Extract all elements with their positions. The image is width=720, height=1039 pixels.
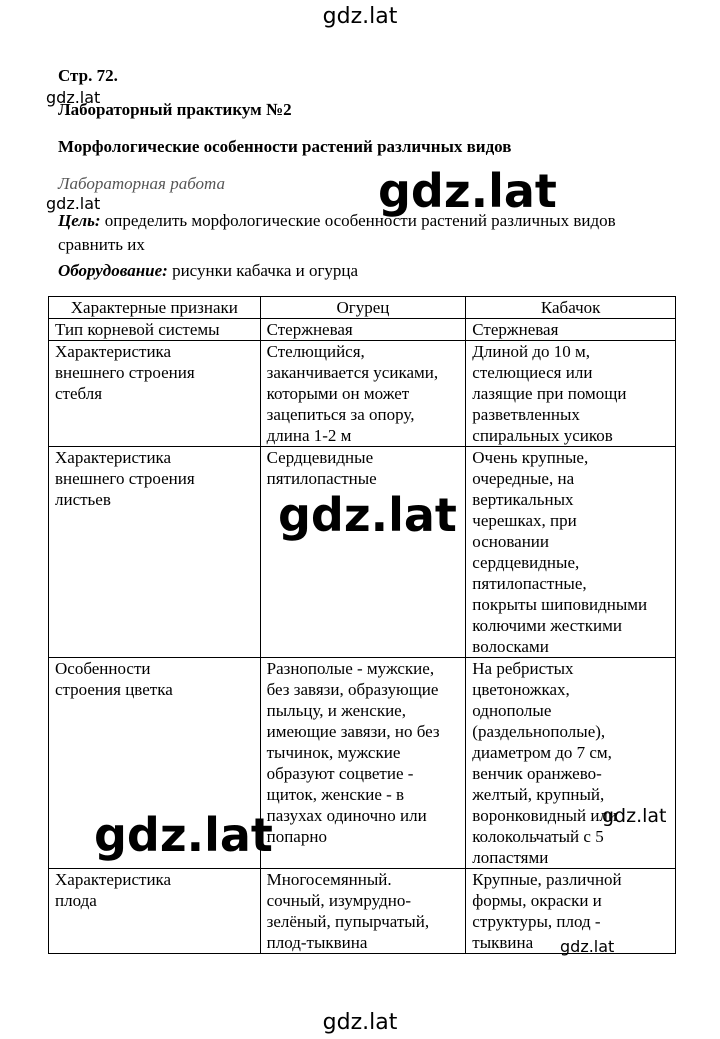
table-cell: Разнополые - мужские, без завязи, образующие пыльцу, и женские, имеющие завязи, но без тычинок, мужские образуют соцветие - щиток, женские - в пазухах одиночно или попарно <box>260 658 466 869</box>
table-cell: Тип корневой системы <box>49 319 261 341</box>
table-header-row <box>49 297 676 319</box>
lab-work-label: Лабораторная работа <box>58 174 226 193</box>
column-header: Огурец <box>260 297 466 319</box>
goal-line-continued: сравнить их <box>58 235 145 254</box>
table-cell: Характеристика внешнего строения листьев <box>49 447 261 658</box>
column-header: Характерные признаки <box>49 297 261 319</box>
equipment-line <box>58 261 358 281</box>
table-cell: Характеристика плода <box>49 869 261 954</box>
table-cell: Крупные, различной формы, окраски и структуры, плод - тыквина <box>466 869 676 954</box>
watermark-large: gdz.lat <box>94 808 273 862</box>
watermark-small: gdz.lat <box>46 194 101 213</box>
goal-label: Цель: <box>58 211 101 230</box>
table-cell: Стержневая <box>260 319 466 341</box>
watermark-small: gdz.lat <box>560 937 615 956</box>
page-reference: Стр. 72. <box>58 66 118 85</box>
watermark-top: gdz.lat <box>322 4 398 29</box>
table-cell: Характеристика внешнего строения стебля <box>49 341 261 447</box>
watermark-small: gdz.lat <box>46 88 101 107</box>
table-cell: Многосемянный. сочный, изумрудно- зелёный, пупырчатый, плод-тыквина <box>260 869 466 954</box>
table-cell: Стержневая <box>466 319 676 341</box>
table-cell: Особенности строения цветка <box>49 658 261 869</box>
table-row <box>49 341 676 447</box>
table-cell: Стелющийся, заканчивается усиками, которыми он может зацепиться за опору, длина 1-2 м <box>260 341 466 447</box>
practicum-title: Лабораторный практикум №2 <box>58 100 292 119</box>
watermark-small: gdz.lat <box>602 805 667 827</box>
table-row <box>49 447 676 658</box>
table-row <box>49 319 676 341</box>
table-cell: На ребристых цветоножках, однополые (раздельнополые), диаметром до 7 см, венчик оранжево- желтый, крупный, воронковидный или колокольчатый с 5 лопастями <box>466 658 676 869</box>
table-cell: Длиной до 10 м, стелющиеся или лазящие при помощи разветвленных спиральных усиков <box>466 341 676 447</box>
equipment-label: Оборудование: <box>58 261 168 280</box>
topic-title: Морфологические особенности растений различных видов <box>58 137 512 156</box>
watermark-bottom: gdz.lat <box>322 1010 398 1035</box>
column-header: Кабачок <box>466 297 676 319</box>
equipment-text: рисунки кабачка и огурца <box>167 261 359 280</box>
table-cell: Очень крупные, очередные, на вертикальных черешках, при основании сердцевидные, пятилопастные, покрыты шиповидными колючими жесткими волосками <box>466 447 676 658</box>
table-cell: Сердцевидные пятилопастные <box>260 447 466 658</box>
watermark-large: gdz.lat <box>378 164 557 218</box>
watermark-large: gdz.lat <box>278 488 457 542</box>
goal-text: определить морфологические особенности растений различных видов <box>100 211 616 230</box>
